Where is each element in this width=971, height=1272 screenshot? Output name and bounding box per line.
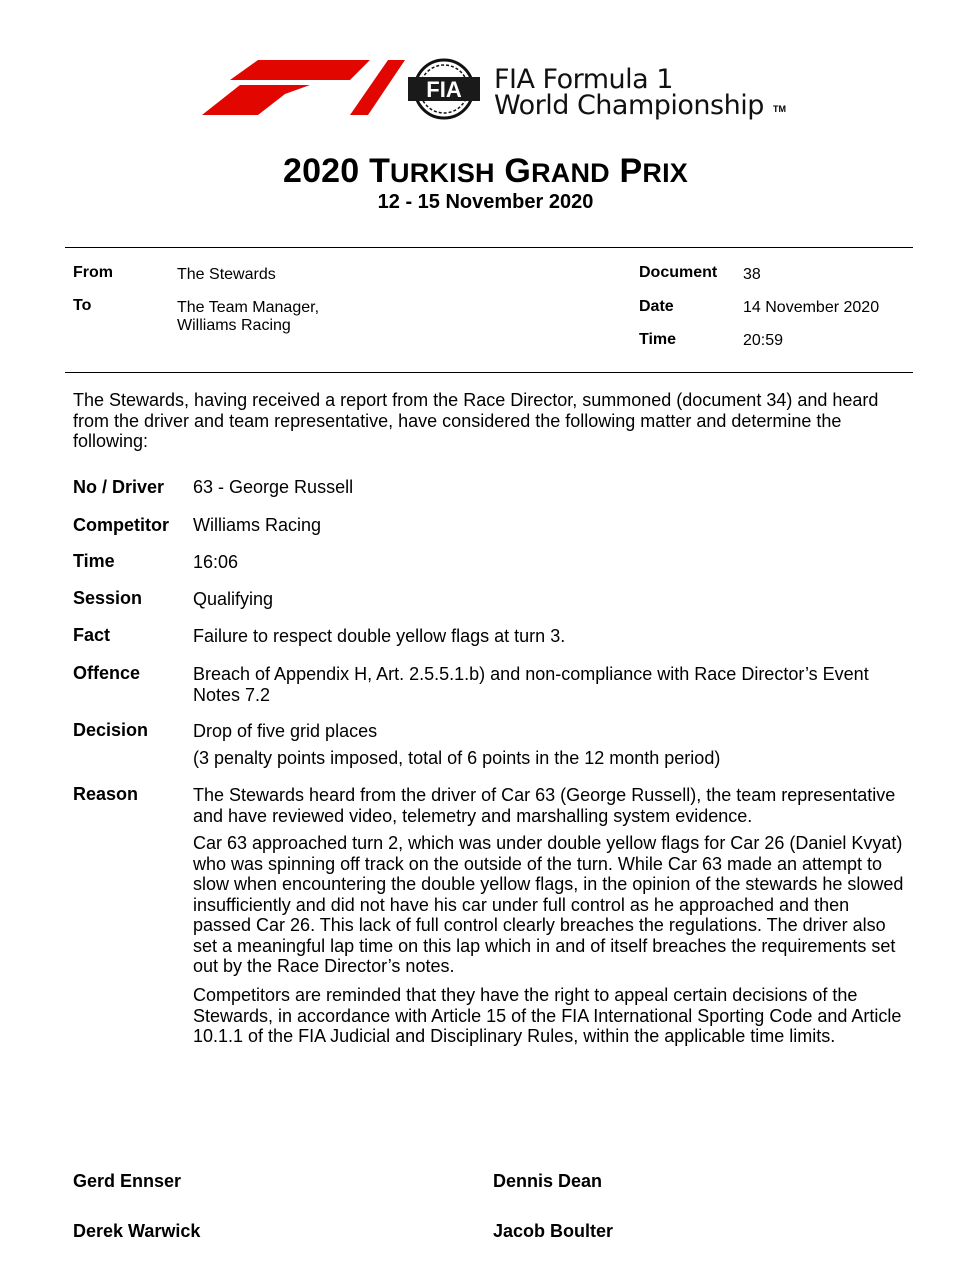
- trademark-mark: TM: [773, 104, 786, 114]
- decision-label: Decision: [73, 720, 149, 740]
- race-title-word-rest: URKISH: [390, 158, 495, 188]
- intro-paragraph: The Stewards, having received a report from the Race Director, summoned (document 34) and heard from the driver and team representative, have considered the following matter and determine the following:: [73, 390, 879, 451]
- to-value-line-1: The Team Manager,: [177, 299, 320, 316]
- driver-label: No / Driver: [73, 477, 165, 497]
- time-field-value: 16:06: [193, 552, 239, 572]
- race-dates: 12 - 15 November 2020: [377, 191, 594, 213]
- reason-paragraph-3: Competitors are reminded that they have the right to appeal certain decisions of the Stewards, in accordance with Article 15 of the FIA International Sporting Code and Article 10.1.1 of the FIA Judicial and Disciplinary Rules, within the applicable time limits.: [193, 985, 902, 1046]
- race-title-word-cap: G: [504, 152, 532, 190]
- document-label: Document: [639, 264, 718, 281]
- f1-logo-upper-stroke: [230, 60, 370, 80]
- signatory-name: Gerd Ennser: [73, 1171, 182, 1191]
- time-label: Time: [639, 331, 677, 348]
- reason-paragraph-2: Car 63 approached turn 2, which was under double yellow flags for Car 26 (Daniel Kvyat) who was spinning off track on the outside of the turn. While Car 63 made an attempt to slow when encountering the double yellow flags, in the opinion of the stewards he slowed insufficiently and did not have his car under full control as he approached and then passed Car 26. This lack of full control clearly breaches the regulations. The driver also set a meaningful lap time on this lap which in and of itself breaches the requirements set out by the Race Director’s notes.: [193, 833, 904, 976]
- date-value: 14 November 2020: [743, 299, 880, 316]
- from-value: The Stewards: [177, 266, 276, 283]
- brand-line-1: FIA Formula 1: [494, 64, 673, 95]
- race-title-word-cap: T: [369, 152, 391, 190]
- document-value: 38: [743, 266, 761, 283]
- fact-label: Fact: [73, 625, 111, 645]
- offence-value: Breach of Appendix H, Art. 2.5.5.1.b) and non-compliance with Race Director’s Event Notes 7.2: [193, 664, 869, 705]
- from-label: From: [73, 264, 113, 281]
- signatory-name: Dennis Dean: [493, 1171, 603, 1191]
- signatory-name: Derek Warwick: [73, 1221, 201, 1241]
- offence-label: Offence: [73, 663, 141, 683]
- divider-top: [65, 247, 913, 248]
- f1-logo-lower-stroke: [202, 85, 310, 115]
- fia-logo-text: FIA: [426, 77, 462, 102]
- driver-value: 63 - George Russell: [193, 477, 354, 497]
- to-value-line-2: Williams Racing: [177, 317, 291, 334]
- race-title-word-cap: P: [619, 152, 643, 190]
- race-title-word-rest: RAND: [531, 158, 610, 188]
- session-label: Session: [73, 588, 143, 608]
- race-title: [0, 152, 971, 191]
- reason-label: Reason: [73, 784, 139, 804]
- to-label: To: [73, 297, 92, 314]
- competitor-label: Competitor: [73, 515, 169, 535]
- reason-paragraph-1: The Stewards heard from the driver of Car 63 (George Russell), the team representative and have reviewed video, telemetry and marshalling system evidence.: [193, 785, 896, 826]
- race-title-year: 2020: [282, 152, 360, 190]
- date-label: Date: [639, 298, 674, 315]
- fia-logo: [402, 58, 486, 120]
- competitor-value: Williams Racing: [193, 515, 322, 535]
- f1-logo: [200, 60, 405, 115]
- to-value: [177, 299, 319, 335]
- time-value: 20:59: [743, 332, 784, 349]
- signatory-name: Jacob Boulter: [493, 1221, 614, 1241]
- session-value: Qualifying: [193, 589, 274, 609]
- decision-note: (3 penalty points imposed, total of 6 points in the 12 month period): [193, 748, 721, 768]
- race-title-word-rest: RIX: [642, 158, 689, 188]
- brand-line-2: World Championship: [494, 90, 764, 121]
- time-field-label: Time: [73, 551, 115, 571]
- divider-bottom: [65, 372, 913, 373]
- fact-value: Failure to respect double yellow flags at turn 3.: [193, 626, 566, 646]
- decision-value: Drop of five grid places: [193, 721, 378, 741]
